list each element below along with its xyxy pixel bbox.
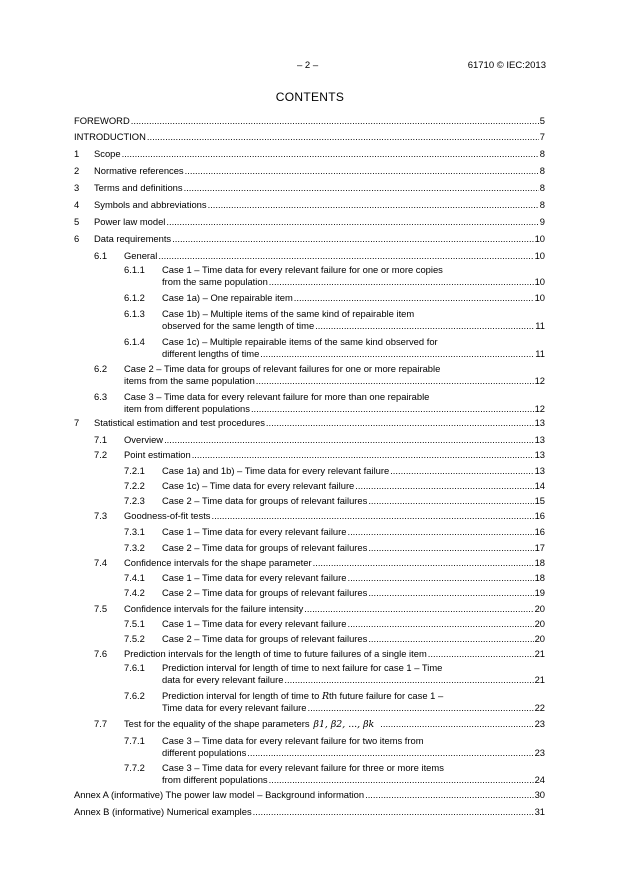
toc-entry-7-3[interactable]: 7.3 Goodness-of-fit tests ..... 16	[94, 510, 545, 522]
toc-entry-3[interactable]: 3 Terms and definitions ..... 8	[74, 182, 545, 194]
page-number: – 2 –	[297, 60, 319, 71]
toc-entry-6-1[interactable]: 6.1 General ..... 10	[94, 250, 545, 262]
toc-entry-7-6[interactable]: 7.6 Prediction intervals for the length of time to future failures of a single item ..... 21	[94, 648, 545, 660]
toc-entry-7-5[interactable]: 7.5 Confidence intervals for the failure intensity ..... 20	[94, 603, 545, 615]
r-variable: R	[321, 691, 330, 702]
toc-entry-7-4[interactable]: 7.4 Confidence intervals for the shape parameter ..... 18	[94, 557, 545, 569]
toc-entry-5[interactable]: 5 Power law model ..... 9	[74, 216, 545, 228]
shape-parameters-formula: β1, β2, ..., βk	[313, 719, 375, 730]
toc-entry-7-6-1[interactable]: 7.6.1 Prediction interval for length of time to next failure for case 1 – Time data for every relevant failure ..... 21	[124, 662, 545, 686]
toc-entry-4[interactable]: 4 Symbols and abbreviations ..... 8	[74, 199, 545, 211]
toc-entry-7-6-2[interactable]: 7.6.2 Prediction interval for length of time to Rth future failure for case 1 – Time data for every relevant failure ..... 22	[124, 690, 545, 714]
document-code: 61710 © IEC:2013	[467, 60, 546, 71]
toc-entry-introduction[interactable]: INTRODUCTION ..... 7	[74, 131, 545, 143]
toc-entry-foreword[interactable]: FOREWORD ..... 5	[74, 115, 545, 127]
toc-entry-1[interactable]: 1 Scope ..... 8	[74, 148, 545, 160]
toc-entry-annex-a[interactable]: Annex A (informative) The power law model – Background information ..... 30	[74, 789, 545, 801]
toc-entry-6-3[interactable]: 6.3 Case 3 – Time data for every relevant failure for more than one repairable item from different populations ..... 12	[94, 391, 545, 415]
toc-entry-6-1-4[interactable]: 6.1.4 Case 1c) – Multiple repairable items of the same kind observed for different lengths of time ..... 11	[124, 336, 545, 360]
toc-entry-7-2[interactable]: 7.2 Point estimation ..... 13	[94, 449, 545, 461]
toc-entry-6-1-1[interactable]: 6.1.1 Case 1 – Time data for every relevant failure for one or more copies from the same population ..... 10	[124, 264, 545, 288]
contents-title: CONTENTS	[275, 90, 345, 104]
toc-entry-7-2-3[interactable]: 7.2.3 Case 2 – Time data for groups of relevant failures ..... 15	[124, 495, 545, 507]
toc-entry-7[interactable]: 7 Statistical estimation and test procedures ..... 13	[74, 417, 545, 429]
toc-entry-6-1-3[interactable]: 6.1.3 Case 1b) – Multiple items of the same kind of repairable item observed for the same length of time ..... 11	[124, 308, 545, 332]
toc-entry-7-1[interactable]: 7.1 Overview ..... 13	[94, 434, 545, 446]
toc-entry-7-3-2[interactable]: 7.3.2 Case 2 – Time data for groups of relevant failures ..... 17	[124, 542, 545, 554]
toc-entry-7-3-1[interactable]: 7.3.1 Case 1 – Time data for every relevant failure ..... 16	[124, 526, 545, 538]
toc-entry-7-2-1[interactable]: 7.2.1 Case 1a) and 1b) – Time data for every relevant failure ..... 13	[124, 465, 545, 477]
page-header	[0, 60, 620, 74]
toc-entry-7-7-1[interactable]: 7.7.1 Case 3 – Time data for every relevant failure for two items from different populations ..... 23	[124, 735, 545, 759]
toc-entry-2[interactable]: 2 Normative references ..... 8	[74, 165, 545, 177]
toc-entry-7-7-2[interactable]: 7.7.2 Case 3 – Time data for every relevant failure for three or more items from different populations ..... 24	[124, 762, 545, 786]
toc-entry-7-2-2[interactable]: 7.2.2 Case 1c) – Time data for every relevant failure ..... 14	[124, 480, 545, 492]
toc-entry-7-5-2[interactable]: 7.5.2 Case 2 – Time data for groups of relevant failures ..... 20	[124, 633, 545, 645]
toc-entry-7-4-1[interactable]: 7.4.1 Case 1 – Time data for every relevant failure ..... 18	[124, 572, 545, 584]
toc-entry-annex-b[interactable]: Annex B (informative) Numerical examples ..... 31	[74, 806, 545, 818]
toc-entry-7-4-2[interactable]: 7.4.2 Case 2 – Time data for groups of relevant failures ..... 19	[124, 587, 545, 599]
toc-entry-6[interactable]: 6 Data requirements ..... 10	[74, 233, 545, 245]
toc-entry-7-5-1[interactable]: 7.5.1 Case 1 – Time data for every relevant failure ..... 20	[124, 618, 545, 630]
toc-entry-6-2[interactable]: 6.2 Case 2 – Time data for groups of relevant failures for one or more repairable items from the same population ..... 12	[94, 363, 545, 387]
toc-entry-6-1-2[interactable]: 6.1.2 Case 1a) – One repairable item ..... 10	[124, 292, 545, 304]
toc-entry-7-7[interactable]: 7.7 Test for the equality of the shape parameters β1, β2, ..., βk ..... 23	[94, 718, 545, 732]
